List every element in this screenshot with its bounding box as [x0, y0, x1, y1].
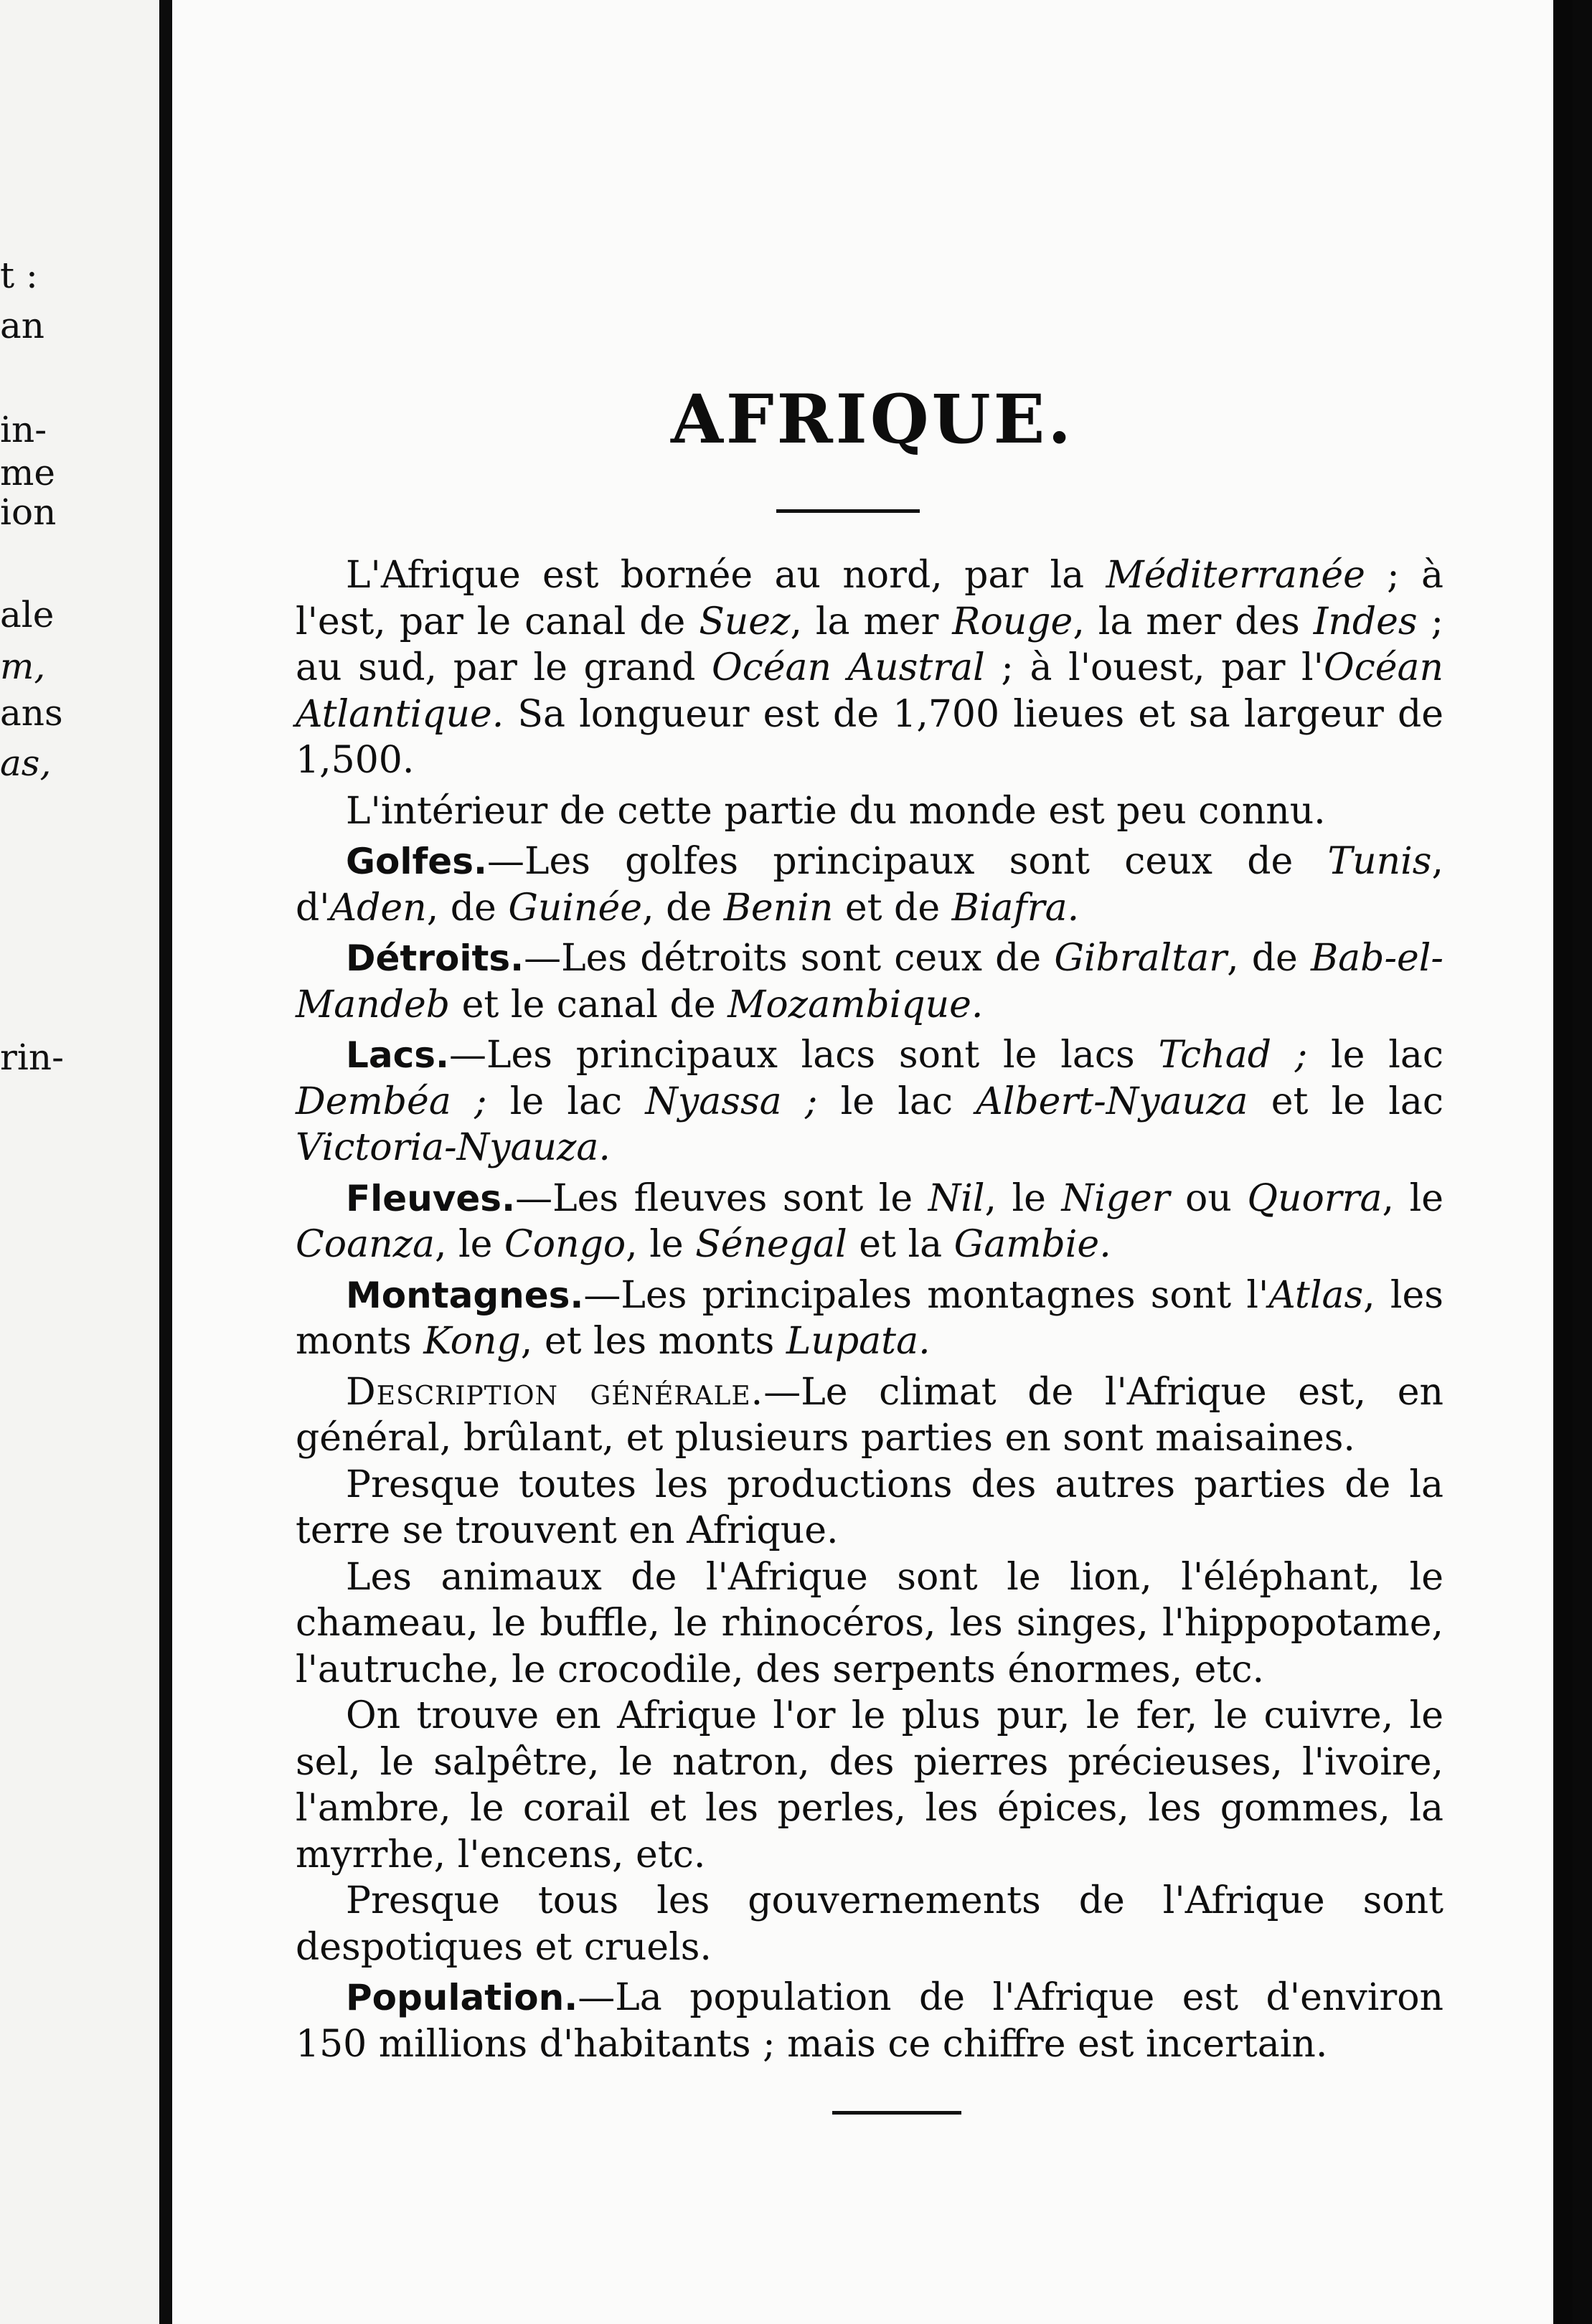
section-label: Montagnes. — [346, 1274, 584, 1316]
italic-term: Sénegal — [695, 1223, 847, 1266]
paragraph-animaux — [296, 1554, 1443, 1694]
section-label: Détroits. — [346, 937, 524, 979]
text-run: le lac — [486, 1080, 646, 1123]
book-page — [172, 0, 1573, 2324]
text-run: ; au sud, par le grand — [296, 600, 1443, 689]
section-label: Golfes. — [346, 841, 487, 882]
italic-term: Tunis — [1327, 840, 1432, 883]
text-run: et le canal de — [450, 983, 728, 1026]
text-run: L'intérieur de cette partie du monde est peu connu. — [346, 789, 1326, 833]
text-run: , le — [984, 1176, 1062, 1220]
facing-page-text: me — [0, 452, 56, 493]
italic-term: Bab-el-Mandeb — [296, 937, 1443, 1026]
text-run: , les monts — [296, 1273, 1443, 1363]
italic-term: Méditerranée — [1106, 554, 1365, 597]
italic-term: Aden — [329, 886, 427, 930]
italic-term: Nil — [928, 1176, 985, 1220]
facing-page-text: rin- — [0, 1036, 64, 1078]
paragraph-detroits — [296, 935, 1443, 1028]
italic-term: Atlas — [1268, 1273, 1364, 1317]
text-run: , la mer — [790, 600, 953, 643]
italic-term: Congo — [504, 1223, 626, 1266]
facing-page-fragment — [0, 0, 159, 2324]
section-label: Fleuves. — [346, 1177, 516, 1219]
facing-page-text: ale — [0, 594, 55, 636]
text-run: , la mer des — [1073, 600, 1314, 643]
text-run: —Les principaux lacs sont le lacs — [449, 1034, 1159, 1077]
text-run: —Les principales montagnes sont l' — [583, 1273, 1269, 1317]
text-run: —Les fleuves sont le — [515, 1176, 928, 1220]
italic-term: Gibraltar — [1054, 937, 1228, 980]
text-run: Presque toutes les productions des autres parties de la terre se trouvent en Afrique. — [296, 1463, 1443, 1552]
text-run: , le — [434, 1223, 504, 1266]
italic-term: Albert-Nyauza — [976, 1080, 1248, 1123]
italic-term: Benin — [723, 886, 834, 930]
italic-term: Lupata. — [786, 1320, 931, 1363]
text-run: , le — [626, 1223, 696, 1266]
italic-term: Biafra. — [951, 886, 1080, 930]
text-run: , le — [1382, 1176, 1443, 1220]
section-label: Description générale. — [346, 1370, 764, 1414]
paragraph-population — [296, 1975, 1443, 2067]
italic-term: Dembéa ; — [296, 1080, 487, 1123]
paragraph-interior — [296, 788, 1443, 835]
facing-page-text: ans — [0, 692, 63, 734]
facing-page-text: t : — [0, 255, 38, 296]
text-run: , de — [642, 886, 724, 930]
text-run: et la — [847, 1223, 954, 1266]
italic-term: Rouge — [952, 600, 1073, 643]
italic-term: Nyassa ; — [645, 1080, 818, 1123]
facing-page-text: m, — [0, 646, 46, 687]
facing-page-text: in- — [0, 409, 47, 450]
text-run: et le lac — [1248, 1080, 1444, 1123]
italic-term: Indes — [1313, 600, 1418, 643]
text-run: et de — [833, 886, 952, 930]
facing-page-text: ion — [0, 491, 57, 533]
book-gutter — [159, 0, 172, 2324]
page-edge — [1553, 0, 1573, 2324]
italic-term: Tchad ; — [1158, 1034, 1308, 1077]
text-run: —Les golfes principaux sont ceux de — [486, 840, 1328, 883]
paragraph-productions — [296, 1462, 1443, 1554]
section-label: Population. — [346, 1977, 578, 2018]
title-rule — [776, 509, 920, 513]
text-run: le lac — [1307, 1034, 1443, 1077]
text-run: —Les détroits sont ceux de — [524, 937, 1055, 980]
italic-term: Coanza — [296, 1223, 435, 1266]
text-run: le lac — [817, 1080, 976, 1123]
italic-term: Océan Atlantique. — [296, 646, 1443, 736]
italic-term: Guinée — [508, 886, 643, 930]
italic-term: Victoria-Nyauza. — [296, 1126, 611, 1169]
text-run: Presque tous les gouvernements de l'Afrique sont despotiques et cruels. — [296, 1879, 1443, 1969]
paragraph-description — [296, 1369, 1443, 1462]
text-run: ou — [1169, 1176, 1248, 1220]
page-title: AFRIQUE. — [671, 380, 1074, 459]
text-run: , de — [1227, 937, 1311, 980]
paragraph-ressources — [296, 1693, 1443, 1878]
text-run: —Le climat de l'Afrique est, en général, brûlant, et plusieurs parties en sont maisaines. — [296, 1370, 1443, 1460]
italic-term: Quorra — [1247, 1176, 1383, 1220]
italic-term: Mozambique. — [727, 983, 984, 1026]
italic-term: Océan Austral — [711, 646, 985, 689]
closing-rule — [832, 2111, 961, 2115]
text-run: , de — [426, 886, 509, 930]
text-run: On trouve en Afrique l'or le plus pur, le fer, le cuivre, le sel, le salpêtre, le natron, des pierres précieuses, l'ivoire, l'ambre, le corail et les perles, les épices, les gommes, la myrrhe, l'encens, etc. — [296, 1694, 1443, 1876]
text-run: , d' — [296, 840, 1443, 930]
italic-term: Niger — [1061, 1176, 1170, 1220]
text-run: Les animaux de l'Afrique sont le lion, l'éléphant, le chameau, le buffle, le rhinocéros, les singes, l'hippopotame, l'autruche, le crocodile, des serpents énormes, etc. — [296, 1555, 1443, 1691]
text-run: , et les monts — [520, 1320, 786, 1363]
facing-page-text: an — [0, 305, 45, 346]
paragraph-fleuves — [296, 1176, 1443, 1268]
section-label: Lacs. — [346, 1034, 449, 1076]
paragraph-montagnes — [296, 1272, 1443, 1365]
text-run: L'Afrique est bornée au nord, par la — [346, 554, 1106, 597]
paragraph-lacs — [296, 1032, 1443, 1171]
italic-term: Gambie. — [953, 1223, 1111, 1266]
paragraph-gouvernements — [296, 1878, 1443, 1970]
text-run: —La population de l'Afrique est d'environ 150 millions d'habitants ; mais ce chiffre est incertain. — [296, 1976, 1443, 2066]
paragraph-golfes — [296, 839, 1443, 931]
text-run: ; à l'est, par le canal de — [296, 554, 1443, 643]
body-text — [296, 552, 1443, 2072]
facing-page-text: as, — [0, 742, 52, 784]
text-run: ; à l'ouest, par l' — [984, 646, 1324, 689]
paragraph-boundaries — [296, 552, 1443, 784]
italic-term: Suez — [699, 600, 791, 643]
italic-term: Kong — [423, 1320, 521, 1363]
text-run: Sa longueur est de 1,700 lieues et sa largeur de 1,500. — [296, 692, 1443, 782]
